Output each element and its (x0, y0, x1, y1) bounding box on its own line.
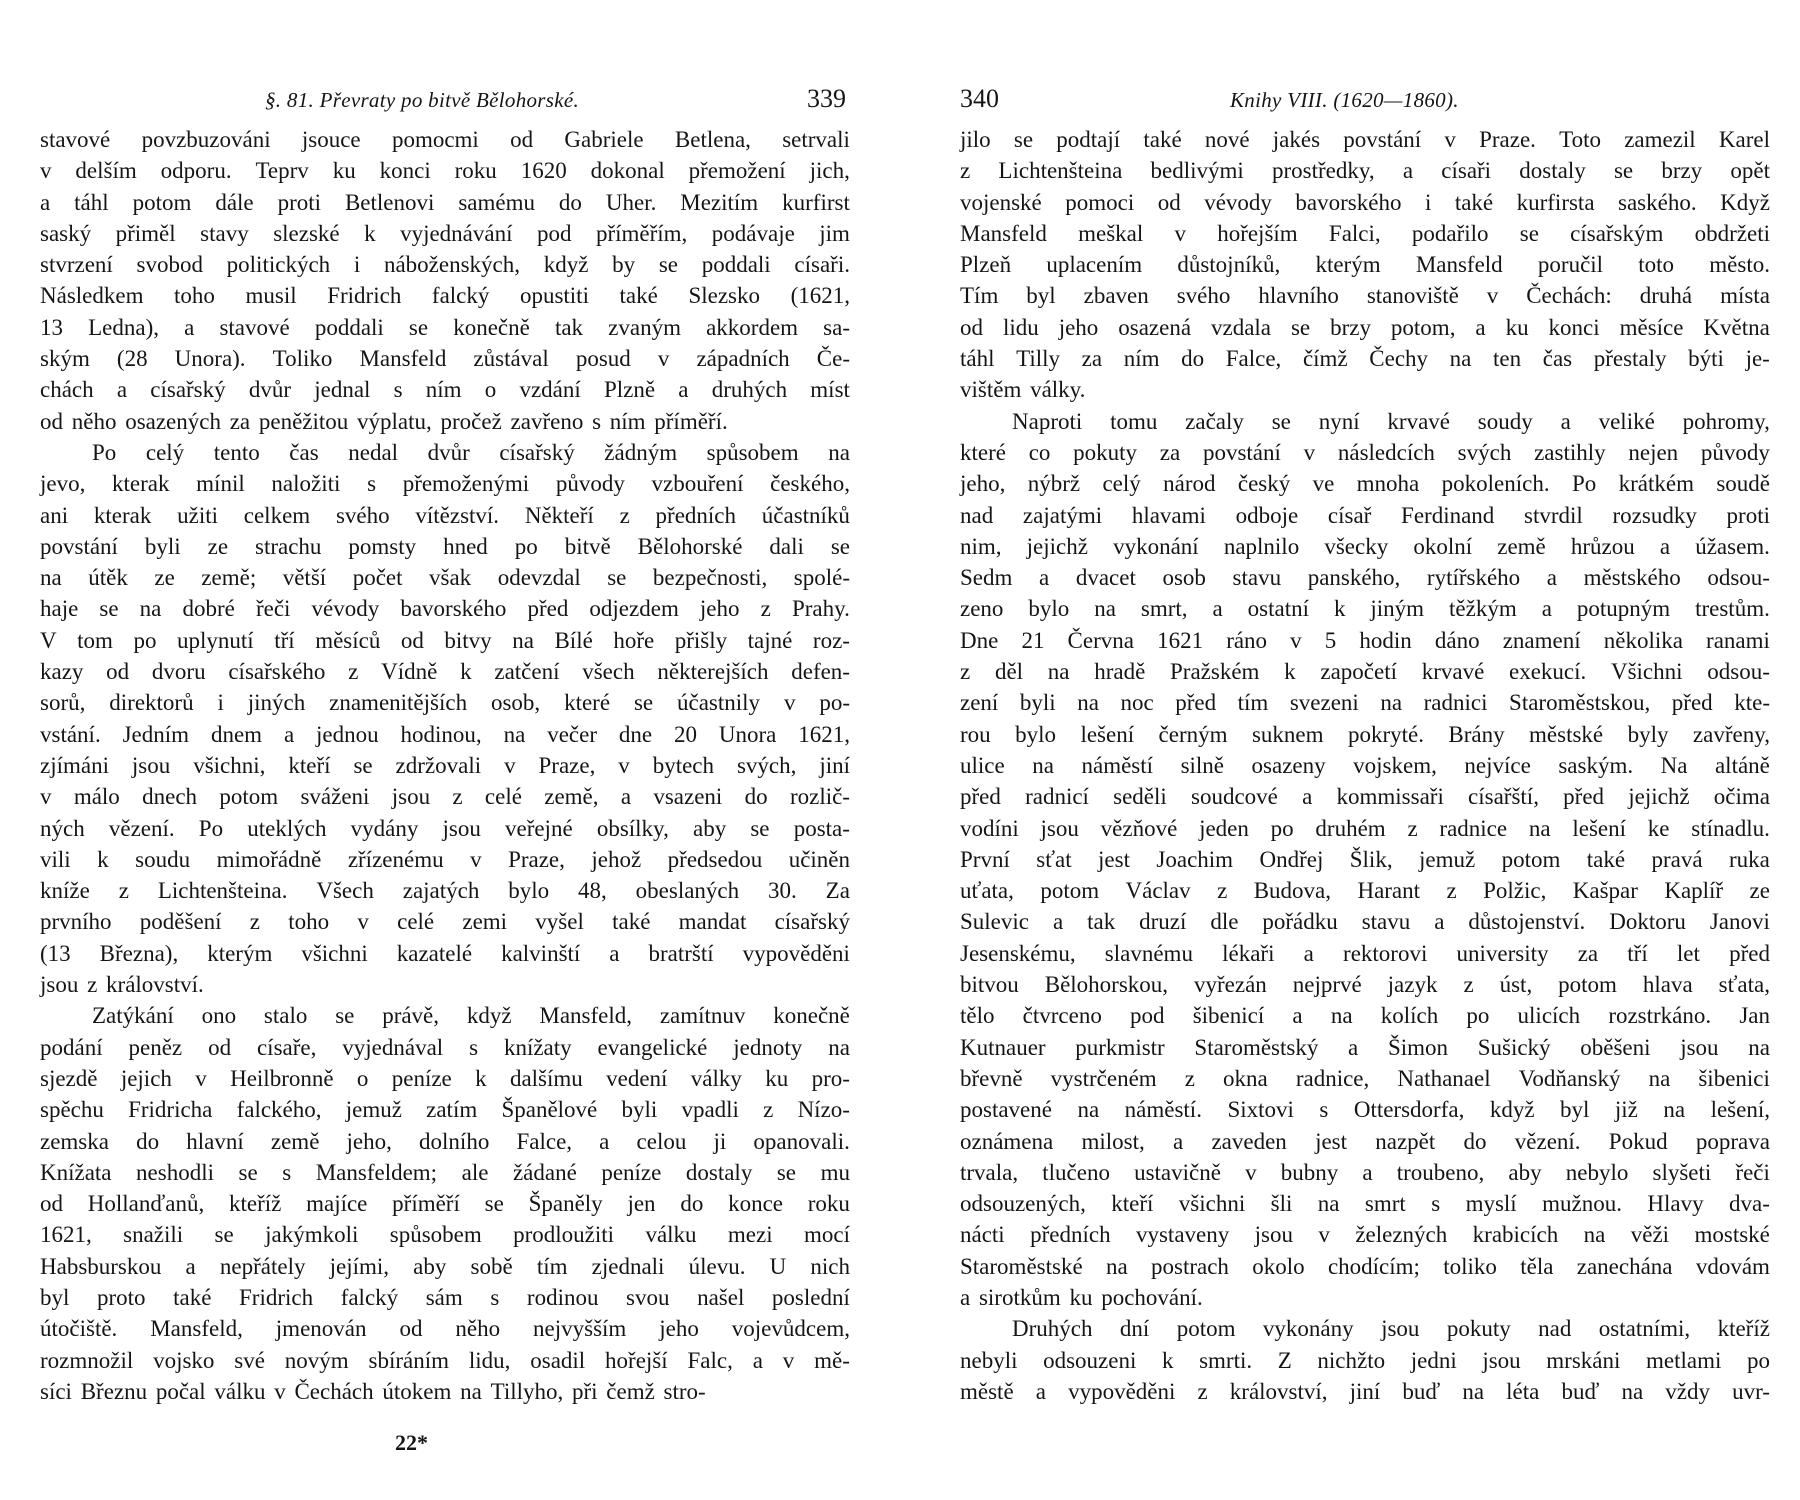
text-line: Tím byl zbaven svého hlavního stanoviště v Čechách: druhá místa (960, 283, 1770, 309)
text-line: na útěk ze země; větší počet však odevzdal se bezpečnosti, spolé- (40, 565, 850, 591)
text-line: haje se na dobré řeči vévody bavorského před odjezdem jeho z Prahy. (40, 596, 850, 622)
text-line: podání peněz od císaře, vyjednával s knížaty evangelické jednoty na (40, 1034, 850, 1060)
text-line: rozmnožil vojsko své novým sbíráním lidu, osadil hořejší Falc, a v mě- (40, 1347, 850, 1373)
text-line: Mansfeld meškal v hořejším Falci, podařilo se císařským obdržeti (960, 220, 1770, 246)
right-running-head (960, 78, 1770, 124)
text-line: útočiště. Mansfeld, jmenován od něho nejvyšším jeho vojevůdcem, (40, 1316, 850, 1342)
text-line: Následkem toho musil Fridrich falcký opustiti také Slezsko (1621, (40, 283, 850, 309)
text-line: sjezdě jejich v Heilbronně o peníze k dalšímu vedení války ku pro- (40, 1065, 850, 1091)
text-line: Zatýkání ono stalo se právě, když Mansfeld, zamítnuv konečně (92, 1003, 850, 1029)
text-line: Kutnauer purkmistr Staroměstský a Šimon Sušický oběšeni jsou na (960, 1034, 1770, 1060)
text-line: bitvou Bělohorskou, vyřezán nejprvé jazyk z úst, potom hlava sťata, (960, 972, 1770, 998)
text-line: ulice na náměstí silně osazeny vojskem, nejvíce saským. Na altáně (960, 752, 1770, 778)
text-line: trvala, tlučeno ustavičně v bubny a troubeno, aby nebylo slyšeti řeči (960, 1159, 1770, 1185)
text-line: Jesenskému, slavnému lékaři a rektorovi university za tří let před (960, 940, 1770, 966)
right-page (960, 78, 1770, 1407)
text-line: 13 Ledna), a stavové poddali se konečně tak zvaným akkordem sa- (40, 314, 850, 340)
text-line: tělo čtvrceno pod šibenicí a na kolích po ulicích rozstrkáno. Jan (960, 1003, 1770, 1029)
left-header-title: §. 81. Převraty po bitvě Bělohorské. (265, 88, 580, 112)
text-line: z Lichtenšteina bedlivými prostředky, a císaři dostaly se brzy opět (960, 158, 1770, 184)
text-line: odsouzených, kteří všichni šli na smrt s myslí mužnou. Hlavy dva- (960, 1191, 1770, 1217)
text-line: břevně vystrčeném z okna radnice, Nathanael Vodňanský na šibenici (960, 1065, 1770, 1091)
text-line: zemska do hlavní země jeho, dolního Falce, a celou ji opanovali. (40, 1128, 850, 1154)
text-line: saský přiměl stavy slezské k vyjednávání pod příměřím, podávaje jim (40, 220, 850, 246)
text-line: zjímáni jsou všichni, kteří se zdržovali v Praze, v bytech svých, jiní (40, 752, 850, 778)
text-line: ani kterak užiti celkem svého vítězství. Někteří z předních účastníků (40, 502, 850, 528)
text-line: sorů, direktorů i jiných znamenitějších osob, které se účastnily v po- (40, 690, 850, 716)
text-line: a sirotkům ku pochování. (960, 1284, 1203, 1310)
text-line: (13 Března), kterým všichni kazatelé kalvinští a bratrští vypověděni (40, 940, 850, 966)
text-line: vojenské pomoci od vévody bavorského i také kurfirsta saského. Když (960, 189, 1770, 215)
text-line: nácti předních vystaveny jsou v železných krabicích na věži mostské (960, 1222, 1770, 1248)
text-line: z děl na hradě Pražském k započetí krvavé exekucí. Všichni odsou- (960, 659, 1770, 685)
text-line: V tom po uplynutí tří měsíců od bitvy na Bílé hoře přišly tajné roz- (40, 627, 850, 653)
text-line: stavové povzbuzováni jsouce pomocmi od Gabriele Betlena, setrvali (40, 127, 850, 152)
text-line: jilo se podtají také nové jakés povstání v Praze. Toto zamezil Karel (960, 127, 1770, 152)
text-line: v málo dnech potom sváženi jsou z celé země, a vsazeni do rozlič- (40, 784, 850, 810)
text-line: nebyli odsouzeni k smrti. Z nichžto jedni jsou mrskáni metlami po (960, 1347, 1770, 1373)
text-line: Po celý tento čas nedal dvůr císařský žádným spůsobem na (92, 439, 850, 465)
text-line: ných vězení. Po uteklých vydány jsou veřejné obsílky, aby se posta- (40, 815, 850, 841)
text-line: jeho, nýbrž celý národ český ve mnoha pokoleních. Po krátkém soudě (960, 471, 1770, 497)
text-line: postavené na náměstí. Sixtovi s Ottersdorfa, když byl již na lešení, (960, 1097, 1770, 1123)
text-line: táhl Tilly za ním do Falce, čímž Čechy na ten čas přestaly býti je- (960, 346, 1770, 372)
text-line: Habsburskou a nepřátely jejími, aby sobě tím zjednali úlevu. U nich (40, 1253, 850, 1279)
text-line: Sedm a dvacet osob stavu panského, rytířského a městského odsou- (960, 565, 1770, 591)
text-line: ským (28 Unora). Toliko Mansfeld zůstával posud v západních Če- (40, 346, 850, 372)
text-line: Dne 21 Června 1621 ráno v 5 hodin dáno znamení několika ranami (960, 627, 1770, 653)
left-page-number: 339 (807, 84, 846, 113)
text-line: uťata, potom Václav z Budova, Harant z Polžic, Kašpar Kaplíř ze (960, 878, 1770, 904)
text-line: v delším odporu. Teprv ku konci roku 1620 dokonal přemožení jich, (40, 158, 850, 184)
signature-mark: 22* (395, 1430, 428, 1455)
text-line: Naproti tomu začaly se nyní krvavé soudy a veliké pohromy, (1012, 408, 1770, 434)
text-line: od Hollanďanů, kteříž majíce příměří se Španěly jen do konce roku (40, 1191, 850, 1217)
right-header-title: Knihy VIII. (1620—1860). (1230, 88, 1459, 112)
text-line: od lidu jeho osazená vzdala se brzy potom, a ku konci měsíce Května (960, 314, 1770, 340)
text-line: které co pokuty za povstání v následcích svých zastihly nejen původy (960, 439, 1770, 465)
text-line: před radnicí seděli soudcové a kommissaři císařští, před jejichž očima (960, 784, 1770, 810)
text-line: oznámena milost, a zaveden jest nazpět do vězení. Pokud poprava (960, 1128, 1770, 1154)
right-text-block (960, 124, 1770, 1407)
text-line: stvrzení svobod politických i náboženských, když by se poddali císaři. (40, 252, 850, 278)
text-line: První sťat jest Joachim Ondřej Šlik, jemuž potom také pravá ruka (960, 846, 1770, 872)
text-line: síci Březnu počal válku v Čechách útokem na Tillyho, při čemž stro- (40, 1378, 706, 1404)
text-line: kazy od dvoru císařského z Vídně k zatčení všech některejších defen- (40, 659, 850, 685)
text-line: spěchu Fridricha falckého, jemuž zatím Španělové byli vpadli z Nízo- (40, 1097, 850, 1123)
text-line: Staroměstské na postrach okolo chodícím; toliko těla zanechána vdovám (960, 1253, 1770, 1279)
text-line: vodíni jsou vězňové jeden po druhém z radnice na lešení ke stínadlu. (960, 815, 1770, 841)
text-line: a táhl potom dále proti Betlenovi samému do Uher. Mezitím kurfirst (40, 189, 850, 215)
text-line: nim, jejichž vykonání naplnilo všecky okolní země hrůzou a úžasem. (960, 533, 1770, 559)
text-line: Sulevic a tak druzí dle pořádku stavu a důstojenství. Doktoru Janovi (960, 909, 1770, 935)
text-line: nad zajatými hlavami odboje císař Ferdinand stvrdil rozsudky proti (960, 502, 1770, 528)
text-line: 1621, snažili se jakýmkoli spůsobem prodloužiti válku mezi mocí (40, 1222, 850, 1248)
text-line: jevo, kterak mínil naložiti s přemoženými původy vzbouření českého, (40, 471, 850, 497)
text-line: rou bylo lešení černým suknem pokryté. Brány městské byly zavřeny, (960, 721, 1770, 747)
text-line: Knížata neshodli se s Mansfeldem; ale žádané peníze dostaly se mu (40, 1159, 850, 1185)
text-line: Druhých dní potom vykonány jsou pokuty nad ostatními, kteříž (1012, 1316, 1770, 1342)
text-line: vištěm války. (960, 377, 1086, 403)
text-line: byl proto také Fridrich falcký sám s rodinou svou našel poslední (40, 1284, 850, 1310)
text-line: chách a císařský dvůr jednal s ním o vzdání Plzně a druhých míst (40, 377, 850, 403)
left-text-block (40, 124, 850, 1407)
text-line: od něho osazených za peněžitou výplatu, pročež zavřeno s ním příměří. (40, 408, 728, 434)
text-line: vstání. Jedním dnem a jednou hodinou, na večer dne 20 Unora 1621, (40, 721, 850, 747)
text-line: kníže z Lichtenšteina. Všech zajatých bylo 48, obeslaných 30. Za (40, 878, 850, 904)
text-line: jsou z království. (40, 972, 204, 998)
text-line: vili k soudu mimořádně zřízenému v Praze, jehož předsedou učiněn (40, 846, 850, 872)
text-line: městě a vypověděni z království, jiní buď na léta buď na vždy uvr- (960, 1378, 1770, 1404)
right-page-number: 340 (960, 84, 999, 113)
text-line: prvního poděšení z toho v celé zemi vyšel také mandat císařský (40, 909, 850, 935)
text-line: zení byli na noc před tím svezeni na radnici Staroměstskou, před kte- (960, 690, 1770, 716)
text-line: povstání byli ze strachu pomsty hned po bitvě Bělohorské dali se (40, 533, 850, 559)
left-page (40, 78, 850, 1407)
text-line: zeno bylo na smrt, a ostatní k jiným těžkým a potupným trestům. (960, 596, 1770, 622)
text-line: Plzeň uplacením důstojníků, kterým Mansfeld poručil toto město. (960, 252, 1770, 278)
left-running-head (40, 78, 850, 124)
